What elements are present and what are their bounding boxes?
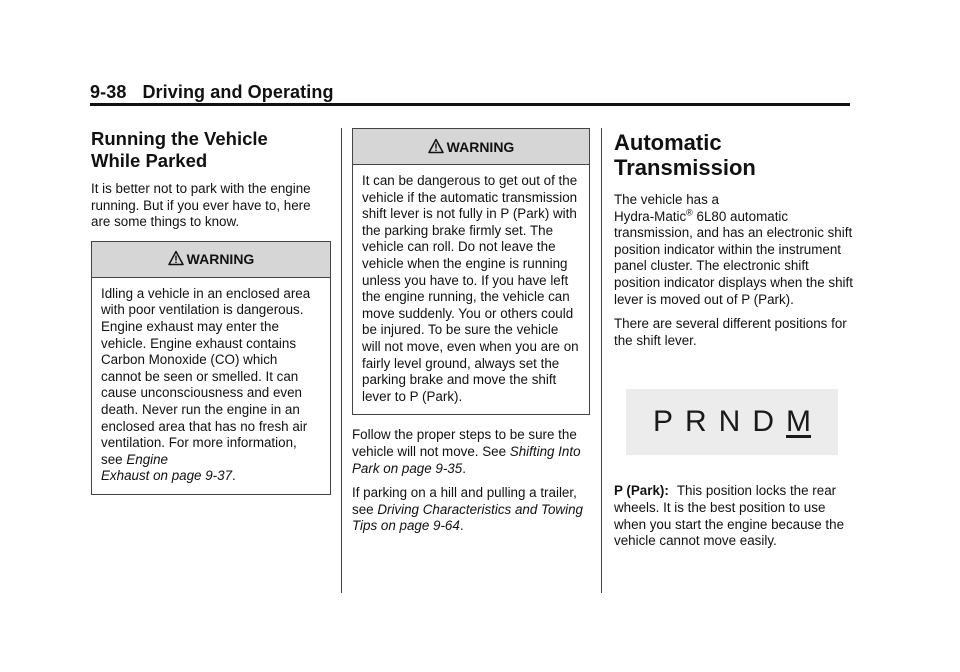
running-while-parked-heading: Running the Vehicle While Parked [91, 128, 268, 171]
shift-letter-n: N [718, 405, 741, 439]
header-rule [90, 103, 850, 106]
column-3 [614, 128, 854, 558]
shifting-into-park-link[interactable]: Shifting Into Park on page 9-35 [352, 443, 581, 476]
warning-label: WARNING [446, 138, 515, 155]
park-term: P (Park): [614, 483, 669, 499]
column-2 [352, 128, 590, 543]
running-while-parked-intro: It is better not to park with the engine running. But if you ever have to, here are some things to know. [91, 181, 311, 230]
section-title: Driving and Operating [142, 82, 334, 102]
column-divider-2 [601, 128, 602, 593]
park-definition-paragraph: P (Park): This position locks the rear wheels. It is the best position to use when you start the engine because the vehicle cannot move easily. [614, 483, 845, 549]
hill-trailer-paragraph: If parking on a hill and pulling a trailer, see Driving Characteristics and Towing Tips on page 9-64. [352, 485, 583, 534]
page-number: 9-38 [90, 82, 127, 102]
column-1 [91, 128, 331, 507]
engine-exhaust-link[interactable]: Engine Exhaust on page 9-37 [101, 451, 233, 484]
automatic-transmission-heading: Automatic Transmission [614, 130, 756, 180]
warning-box-exhaust [91, 241, 331, 495]
warning-label: WARNING [186, 251, 255, 268]
follow-steps-paragraph: Follow the proper steps to be sure the vehicle will not move. See Shifting Into Park on page 9-35. [352, 427, 581, 476]
warning-header [92, 242, 330, 278]
shift-letter-d: D [752, 405, 775, 439]
warning-text: It can be dangerous to get out of the vehicle if the automatic transmission shift lever is not fully in P (Park) with the parking brake firmly set. The vehicle can roll. Do not leave the vehicle when the engine is running unless you have to. If you have left the engine running, the vehicle can move suddenly. You or others could be injured. To be sure the vehicle will not move, even when you are on fairly level ground, always set the parking brake and move the shift lever to P (Park). [362, 173, 579, 404]
warning-box-park [352, 128, 590, 415]
column-divider-1 [341, 128, 342, 593]
warning-text: Idling a vehicle in an enclosed area with poor ventilation is dangerous. Engine exhaust may enter the vehicle. Engine exhaust contains Carbon Monoxide (CO) which cannot be seen or smelled. It can cause unconsciousness and even death. Never run the engine in an enclosed area that has no fresh air ventilation. For more information, see Engine Exhaust on page 9-37. [101, 285, 311, 484]
shift-position-indicator [626, 389, 838, 455]
shift-letter-m: M [786, 405, 812, 439]
warning-triangle-icon [168, 250, 184, 266]
shift-letter-p: P [652, 405, 673, 439]
shift-letter-r: R [685, 405, 707, 439]
warning-header [353, 129, 589, 165]
transmission-intro-paragraph: The vehicle has a Hydra-Matic® 6L80 automatic transmission, and has an electronic shift position indicator within the instrument panel cluster. The electronic shift position indicator displays when the shift lever is moved out of P (Park). [614, 192, 853, 307]
driving-characteristics-link[interactable]: Driving Characteristics and Towing Tips on page 9-64 [352, 501, 583, 534]
shift-positions-paragraph: There are several different positions for the shift lever. [614, 316, 847, 348]
warning-triangle-icon [428, 138, 444, 154]
